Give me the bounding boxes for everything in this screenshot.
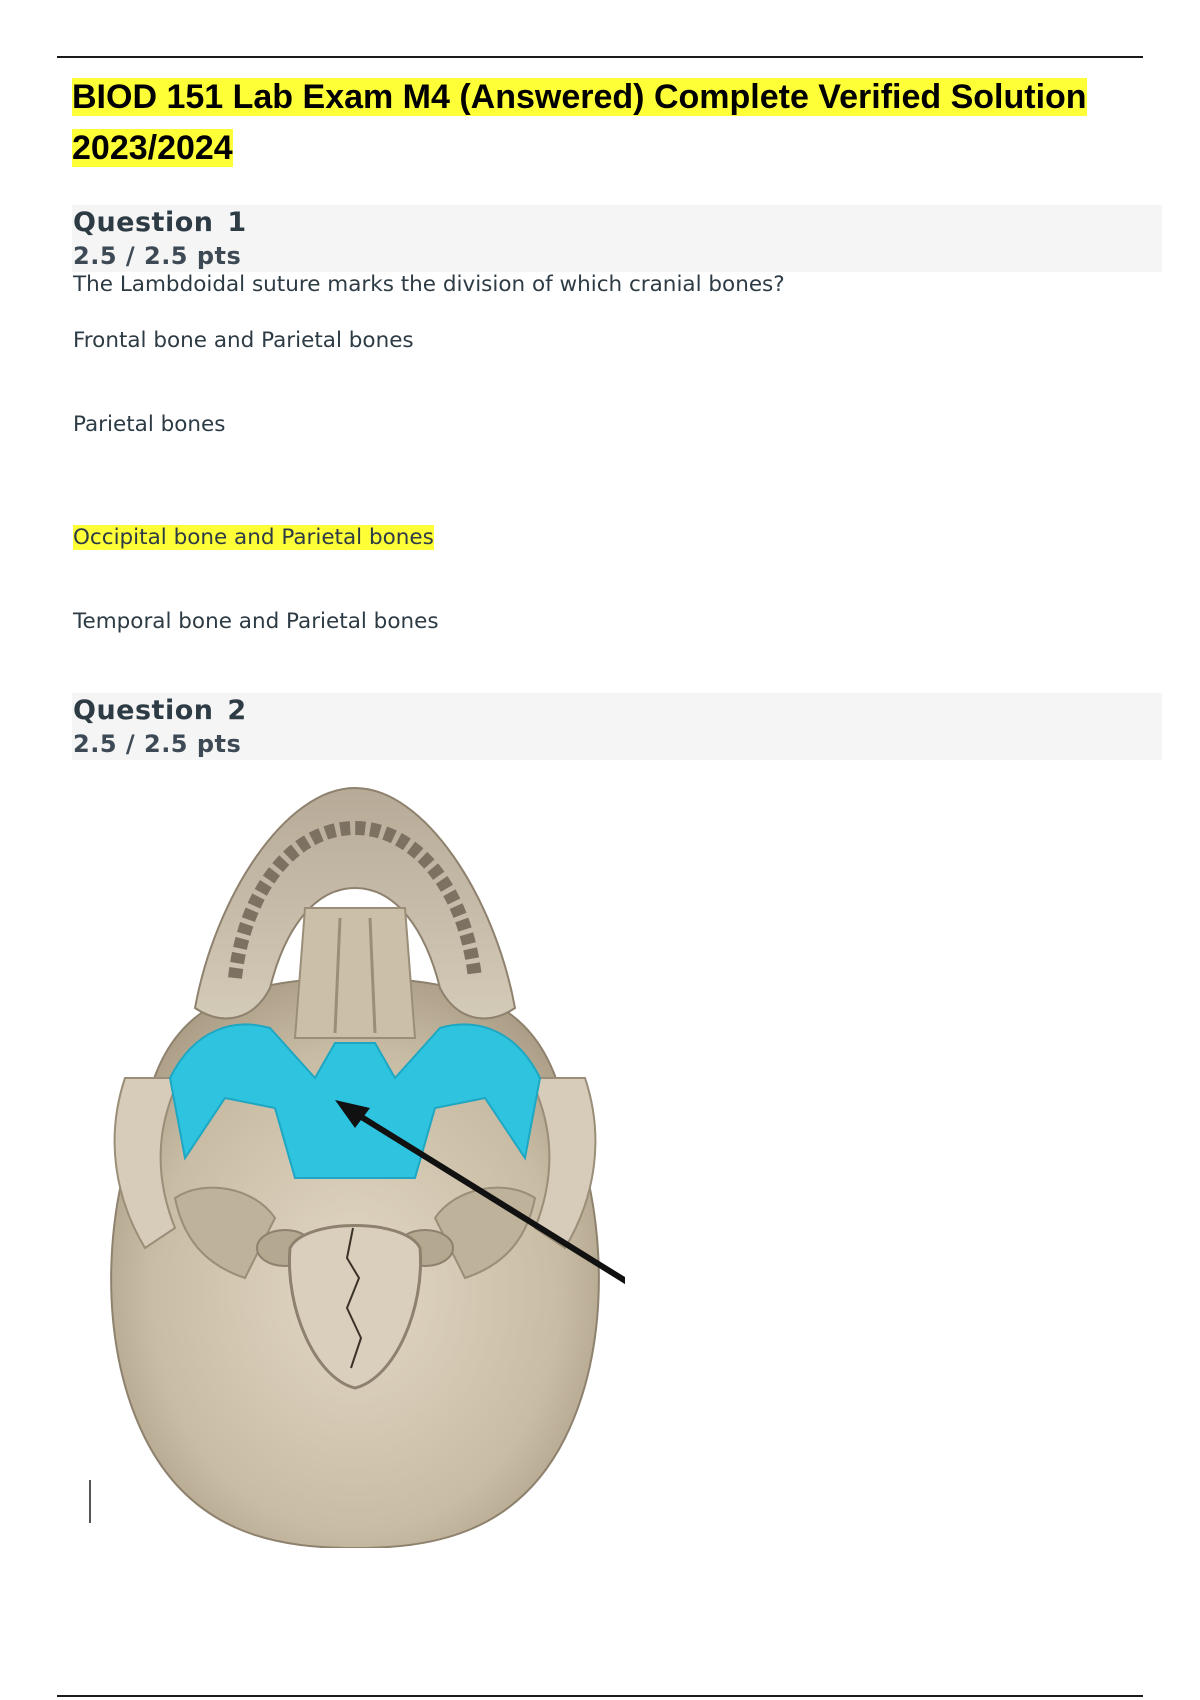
question-1-text: The Lambdoidal suture marks the division of which cranial bones? (73, 272, 785, 297)
question-1-label: Question 1 (73, 207, 247, 238)
question-1-header (72, 205, 1162, 272)
answer-option: Parietal bones (73, 412, 226, 437)
skull-illustration (85, 778, 625, 1548)
answer-option: Frontal bone and Parietal bones (73, 328, 414, 353)
bottom-rule (57, 1695, 1143, 1697)
top-rule (57, 56, 1143, 58)
question-2-points: 2.5 / 2.5 pts (73, 730, 242, 758)
question-2-header (72, 693, 1162, 760)
document-title: BIOD 151 Lab Exam M4 (Answered) Complete Verified Solution 2023/2024 (72, 78, 1087, 167)
answer-option-correct: Occipital bone and Parietal bones (73, 525, 434, 550)
question-2-label: Question 2 (73, 695, 247, 726)
skull-inferior-view-image (85, 778, 625, 1548)
answer-option: Temporal bone and Parietal bones (73, 609, 439, 634)
question-1-points: 2.5 / 2.5 pts (73, 242, 242, 270)
